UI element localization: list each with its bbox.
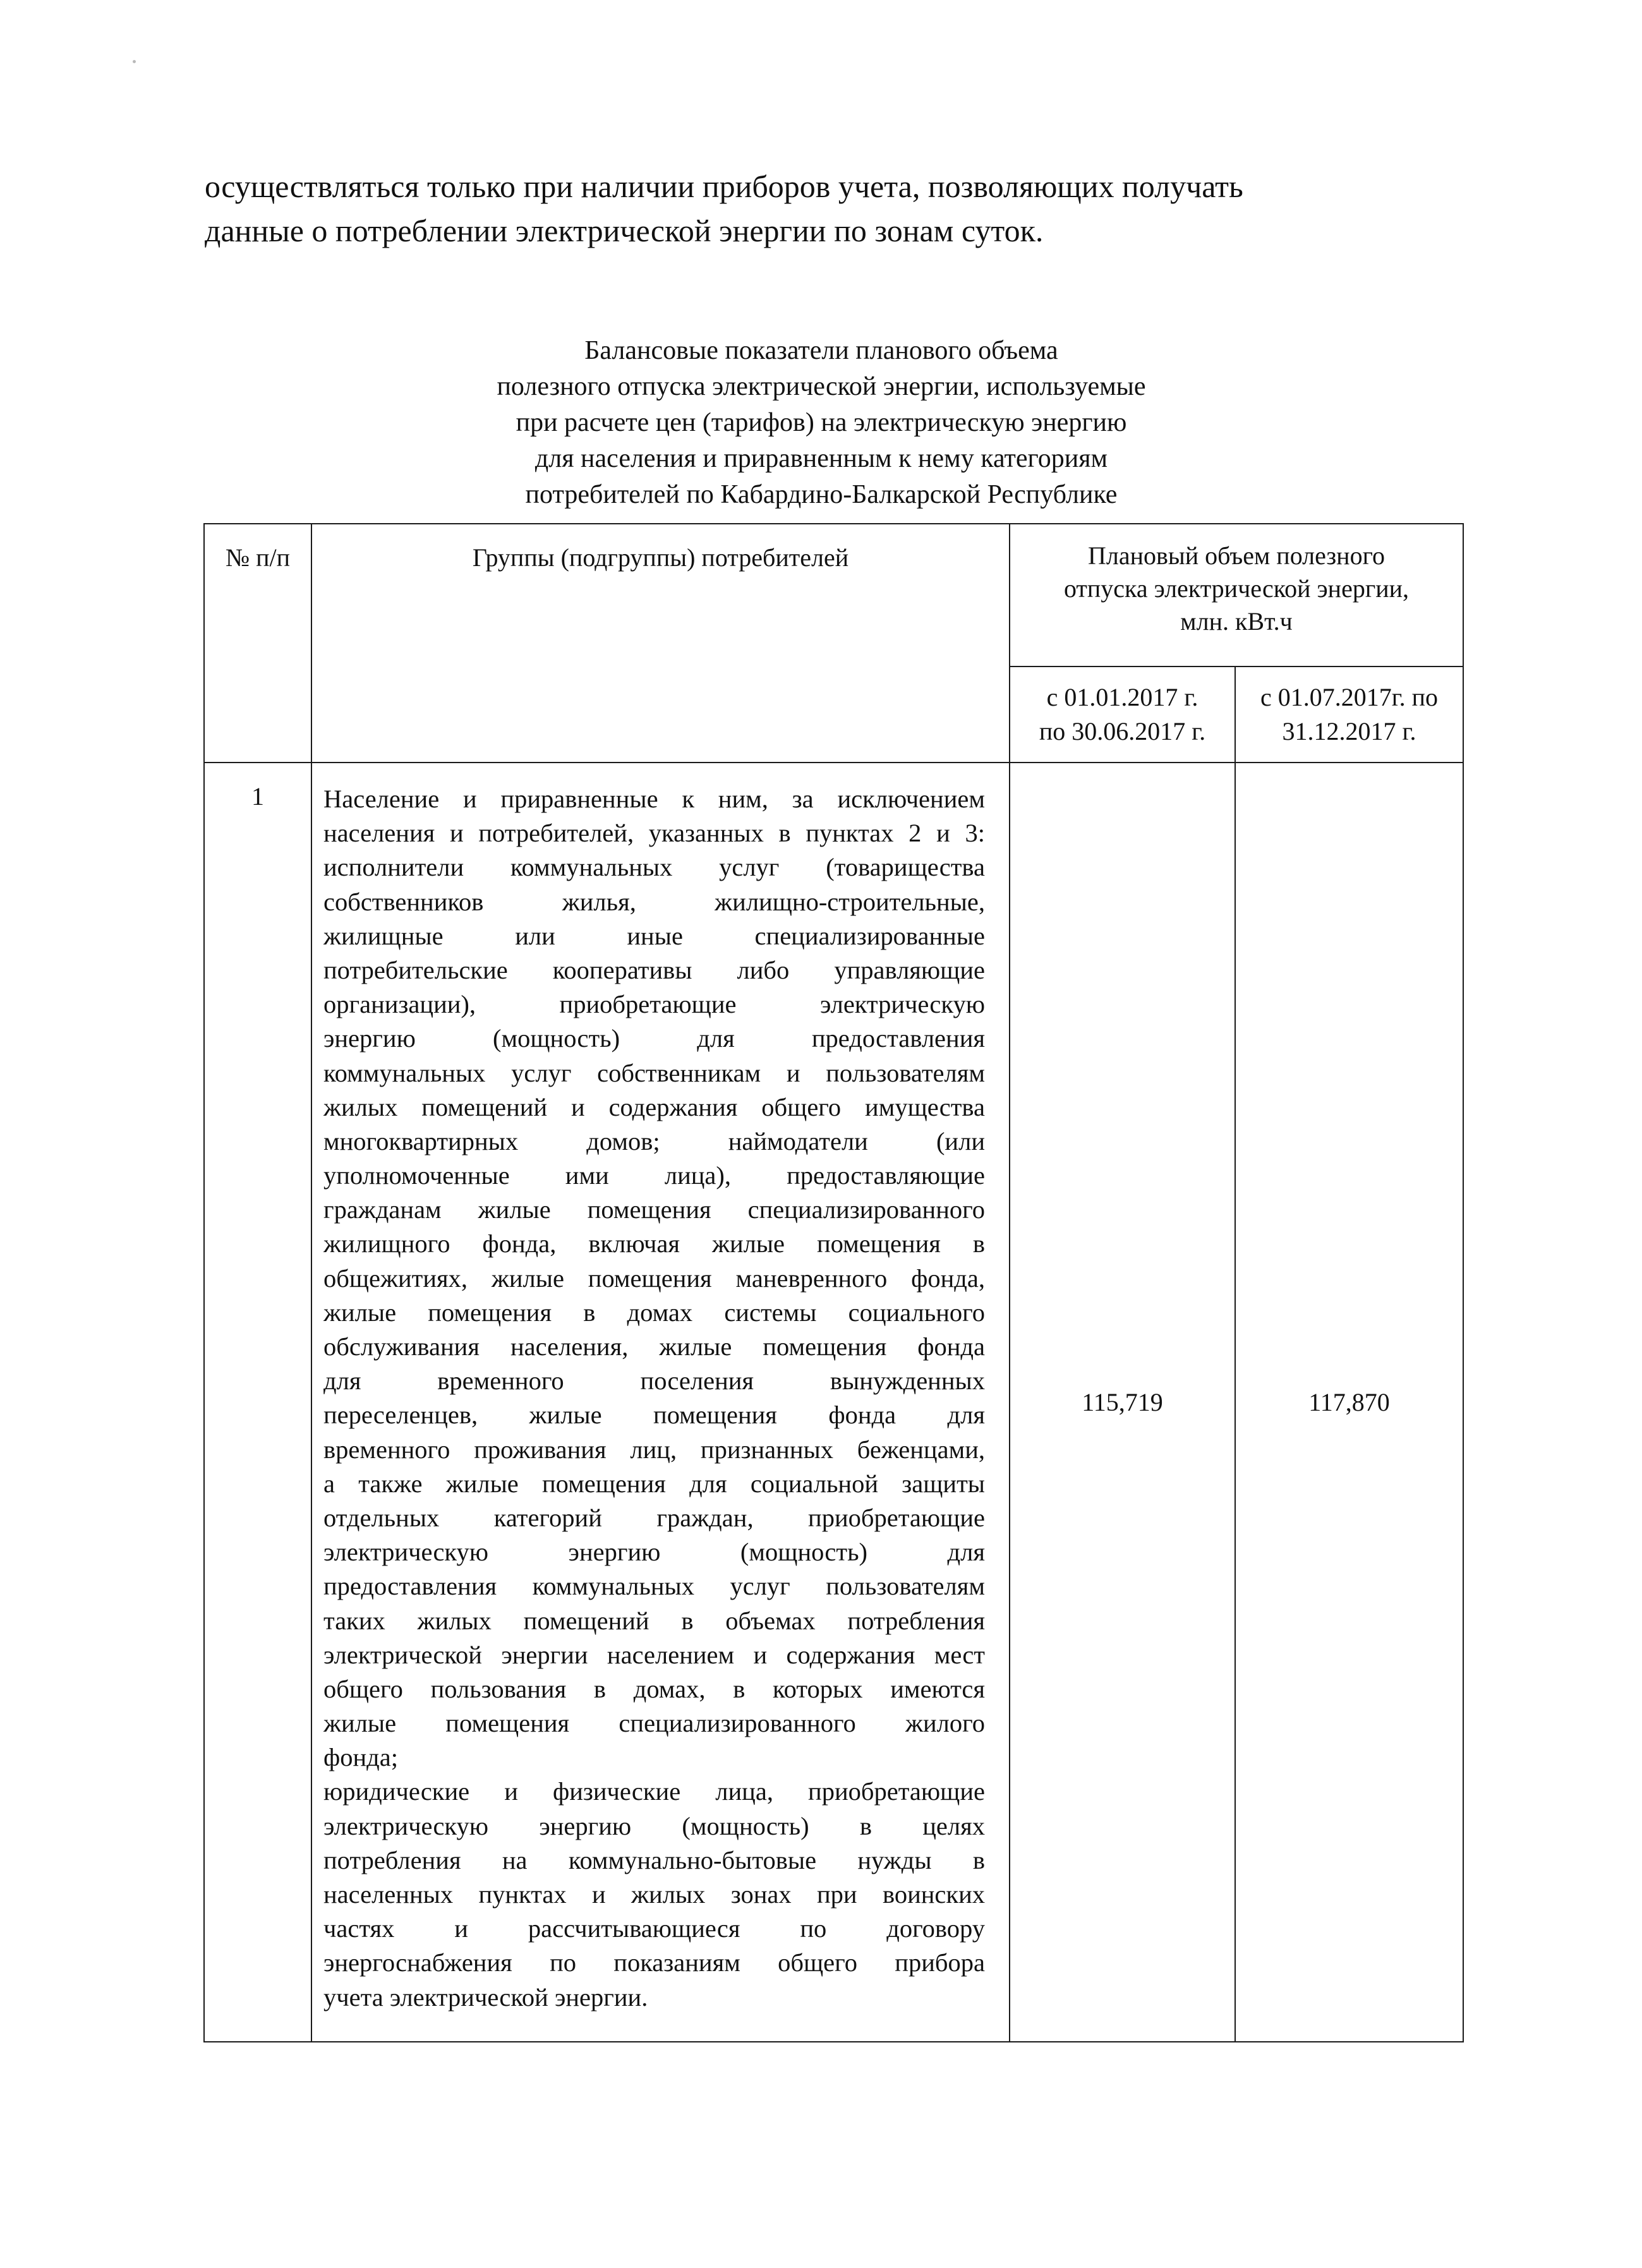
description-line: потребительские кооперативы либо управляющие (323, 955, 985, 984)
description-line: электрическую энергию (мощность) для (323, 1538, 985, 1567)
header-plan-line: млн. кВт.ч (1180, 607, 1293, 636)
description-line: потребления на коммунально-бытовые нужды в (323, 1845, 985, 1874)
header-number: № п/п (204, 524, 311, 763)
description-line: фонда; (323, 1743, 398, 1772)
description-line: юридические и физические лица, приобретающие (323, 1777, 985, 1806)
header-period-1-line: по 30.06.2017 г. (1039, 717, 1206, 745)
intro-paragraph (205, 164, 1456, 253)
description-line: частях и рассчитывающиеся по договору (323, 1914, 985, 1943)
description-line: обслуживания населения, жилые помещения фонда (323, 1332, 985, 1361)
title-line: потребителей по Кабардино-Балкарской Республике (525, 480, 1118, 509)
description-line: многоквартирных домов; наймодатели (или (323, 1126, 985, 1155)
description-line: Население и приравненные к ним, за исключением (323, 785, 985, 813)
description-line: организации), приобретающие электрическую (323, 990, 985, 1019)
header-groups: Группы (подгруппы) потребителей (311, 524, 1010, 763)
value-period-1: 115,719 (1010, 763, 1235, 2042)
description-line: таких жилых помещений в объемах потребления (323, 1606, 985, 1635)
description-line: жилищного фонда, включая жилые помещения в (323, 1229, 985, 1258)
description-line: коммунальных услуг собственникам и пользователям (323, 1058, 985, 1087)
description-line: жилые помещения специализированного жилого (323, 1709, 985, 1738)
description-line: общежитиях, жилые помещения маневренного фонда, (323, 1264, 985, 1293)
description-line: электрическую энергию (мощность) в целях (323, 1811, 985, 1840)
description-line: уполномоченные ими лица), предоставляющие (323, 1161, 985, 1190)
scan-speck (133, 60, 136, 63)
title-line: при расчете цен (тарифов) на электрическую энергию (516, 408, 1127, 437)
header-plan-line: Плановый объем полезного (1088, 541, 1385, 570)
title-line: для населения и приравненным к нему категориям (534, 444, 1108, 473)
table-row (204, 763, 1463, 2042)
table-title (253, 333, 1390, 513)
value-period-2: 117,870 (1235, 763, 1463, 2042)
row-number: 1 (204, 763, 311, 2042)
description-line: исполнители коммунальных услуг (товарищества (323, 853, 985, 882)
description-line: предоставления коммунальных услуг пользователям (323, 1572, 985, 1601)
description-line: отдельных категорий граждан, приобретающие (323, 1503, 985, 1532)
header-period-1 (1010, 667, 1235, 763)
description-line: жилищные или иные специализированные (323, 921, 985, 950)
description-line: переселенцев, жилые помещения фонда для (323, 1401, 985, 1430)
header-plan-volume (1010, 524, 1463, 667)
description-line: электрической энергии населением и содержания мест (323, 1640, 985, 1669)
title-line: полезного отпуска электрической энергии, используемые (497, 372, 1146, 401)
description-line: учета электрической энергии. (323, 1982, 648, 2012)
intro-line: данные о потреблении электрической энергии по зонам суток. (205, 213, 1044, 248)
header-period-2 (1235, 667, 1463, 763)
header-period-1-line: с 01.01.2017 г. (1046, 683, 1198, 711)
description-line: населенных пунктах и жилых зонах при воинских (323, 1880, 985, 1909)
description-line: а также жилые помещения для социальной защиты (323, 1469, 985, 1498)
description-line: энергоснабжения по показаниям общего прибора (323, 1948, 985, 1977)
header-period-2-line: 31.12.2017 г. (1282, 717, 1416, 745)
header-period-2-line: с 01.07.2017г. по (1260, 683, 1439, 711)
description-line: жилых помещений и содержания общего имущества (323, 1092, 985, 1121)
row-description (311, 763, 1010, 2042)
description-line: энергию (мощность) для предоставления (323, 1024, 985, 1053)
description-line: гражданам жилые помещения специализированного (323, 1195, 985, 1224)
description-line: общего пользования в домах, в которых имеются (323, 1674, 985, 1703)
header-row (204, 524, 1463, 667)
description-line: собственников жилья, жилищно-строительные, (323, 887, 985, 916)
description-line: жилые помещения в домах системы социального (323, 1298, 985, 1327)
title-line: Балансовые показатели планового объема (584, 336, 1058, 365)
description-line: временного проживания лиц, признанных беженцами, (323, 1435, 985, 1464)
header-plan-line: отпуска электрической энергии, (1063, 574, 1410, 603)
intro-line: осуществляться только при наличии приборов учета, позволяющих получать (205, 169, 1243, 204)
description-line: населения и потребителей, указанных в пунктах 2 и 3: (323, 819, 985, 848)
description-line: для временного поселения вынужденных (323, 1366, 985, 1396)
balance-table (203, 523, 1464, 2042)
